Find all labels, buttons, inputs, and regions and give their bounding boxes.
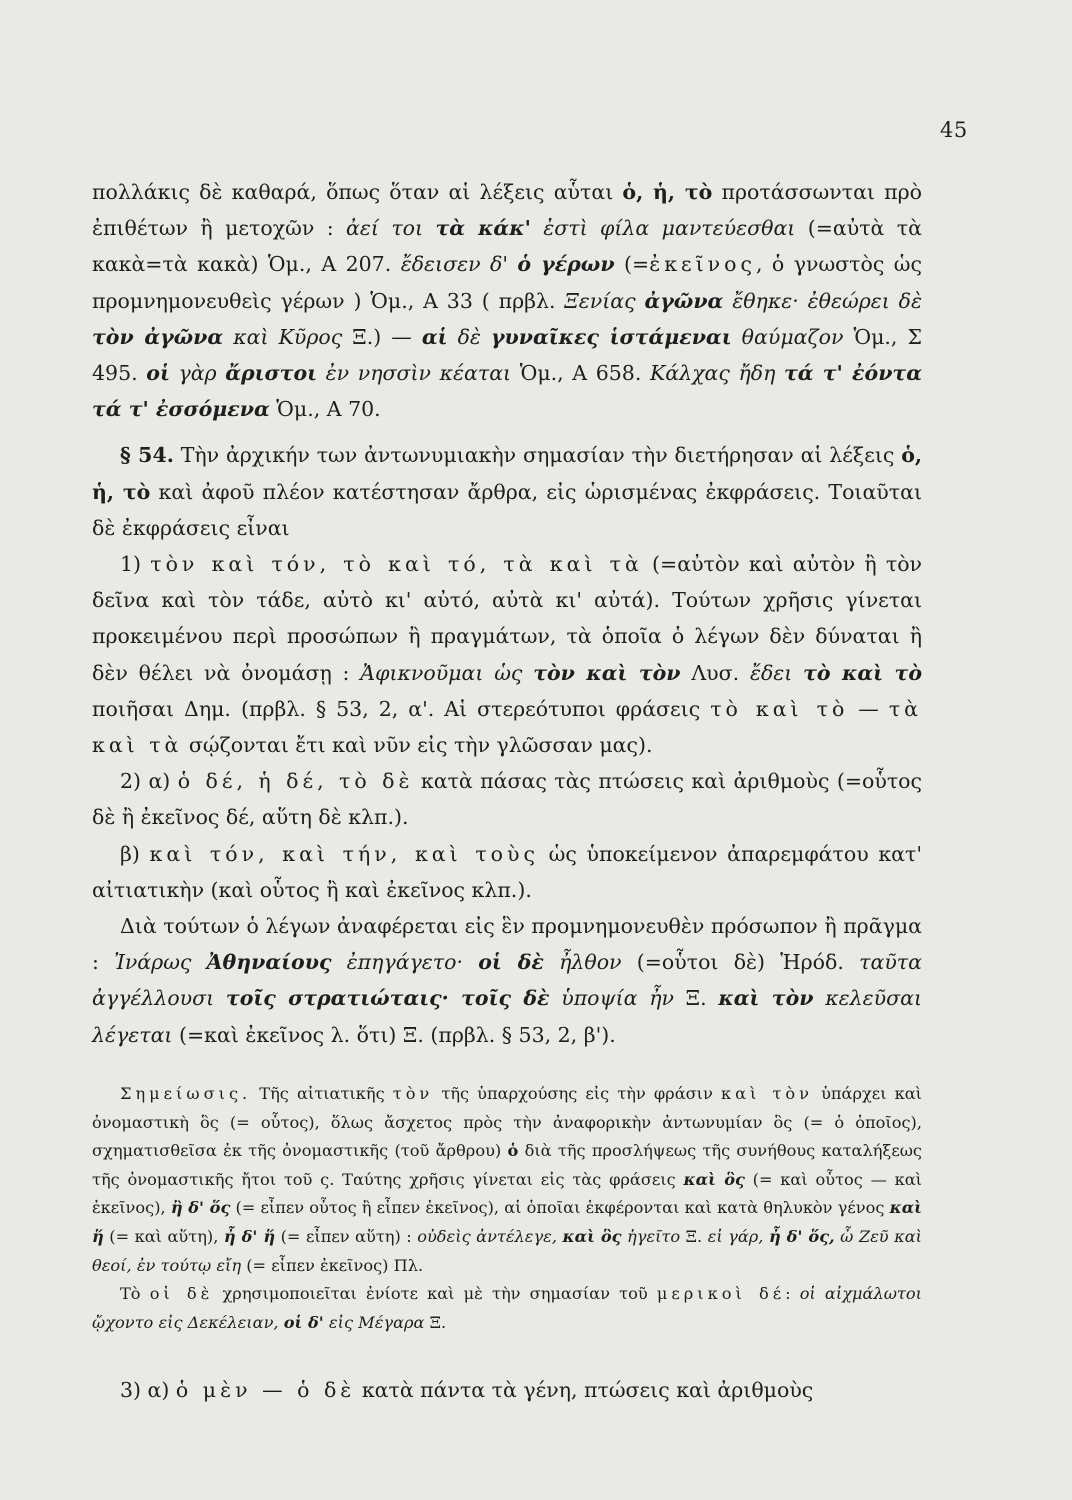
list-item-2a	[92, 763, 922, 835]
text-run: (=	[614, 252, 650, 277]
quote: οὐδεὶς ἀντέλεγε,	[417, 1226, 563, 1246]
text-run: Τὴν ἀρχικήν των ἀντωνυμιακὴν σημασίαν τὴν διετήρησαν αἱ λέξεις	[173, 443, 902, 468]
text-run: β)	[120, 841, 150, 866]
quote: Κάλχας ἤδη	[649, 361, 784, 386]
spaced-term: μερικοὶ δέ	[656, 1284, 786, 1304]
main-text	[92, 174, 922, 1053]
text-run: κατὰ πάσας τὰς πτώσεις καὶ ἀριθμοὺς (=οὗτος δὲ ἢ ἐκεῖνος δέ, αὕτη δὲ κλπ.).	[92, 769, 922, 830]
quote: εἰς Μέγαρα	[323, 1312, 425, 1332]
text-run: 1)	[120, 552, 151, 577]
bold-term: τὰ κάκ'	[435, 216, 531, 241]
text-run: (=αὐτὰ τὰ κακὰ=τὰ κακὰ) Ὁμ., Α 207.	[92, 216, 922, 277]
spaced-term: τὸ καὶ τὸ	[710, 696, 849, 721]
spaced-term: ἐκεῖνος	[649, 252, 756, 277]
text-run: (=καὶ ἐκεῖνος λ. ὅτι) Ξ. (πρβλ. § 53, 2, β').	[172, 1022, 616, 1047]
bold-term: τὸ καὶ τὸ	[803, 660, 922, 685]
quote: θαύμαζον	[731, 324, 844, 349]
text-run: (= εἶπεν οὗτος ἢ εἶπεν ἐκεῖνος), αἱ ὁποῖαι ἐκφέρονται καὶ κατὰ θηλυκὸν γένος	[230, 1198, 890, 1218]
text-run: (=οὗτοι δὲ) Ἡρόδ.	[621, 950, 860, 975]
bold-term: ἦ δ' ὅς,	[768, 1226, 835, 1246]
bold-term: τὸν καὶ τὸν	[533, 660, 681, 685]
quote: οἱ αἰχμάλωτοι ᾤχοντο εἰς Δεκέλειαν,	[92, 1284, 922, 1332]
quote: ὑποψία ἦν	[549, 986, 674, 1011]
quote: ἦλθον	[543, 950, 622, 975]
bold-term: οἱ	[146, 361, 170, 386]
list-item-3a	[92, 1372, 922, 1408]
section-marker: § 54.	[120, 443, 174, 468]
text-run: 2) α)	[120, 769, 178, 794]
text-run: τῆς ὑπαρχούσης εἰς τὴν φράσιν	[433, 1084, 721, 1103]
list-item-1	[92, 546, 922, 763]
text-run: Διὰ τούτων ὁ λέγων ἀναφέρεται εἰς ἓν προμνημονευθὲν πρόσωπον ἢ πρᾶγμα :	[92, 914, 922, 975]
spaced-term: ὁ μὲν — ὁ δὲ	[175, 1378, 356, 1402]
text-run: διὰ τῆς προσλήψεως τῆς συνήθους καταλήξεως τῆς ὀνομαστικῆς ἤτοι τοῦ ς. Ταύτης χρῆσις γίνεται εἰς τὰς φράσεις	[92, 1141, 922, 1189]
text-run: ὡς ὑποκείμενον ἀπαρεμφάτου κατ' αἰτιατικὴν (καὶ οὗτος ἢ καὶ ἐκεῖνος κλπ.).	[92, 841, 922, 902]
text-run: 3) α)	[120, 1378, 176, 1402]
bold-term: οἱ δ'	[283, 1312, 324, 1332]
section-54	[92, 437, 922, 546]
quote: ἀεί τοι	[346, 216, 436, 241]
quote: κελεῦσαι λέγεται	[92, 986, 922, 1047]
quote: γὰρ	[169, 361, 226, 386]
text-run: Ξ.) —	[342, 324, 422, 349]
quote: ἔδεισεν δ'	[400, 252, 518, 277]
spaced-term: τὸν	[392, 1084, 434, 1103]
text-run: :	[785, 1284, 800, 1304]
paragraph	[92, 908, 922, 1053]
text-run: (= εἶπεν αὕτη) :	[275, 1226, 418, 1246]
text-run: ποιῆσαι	[92, 696, 175, 721]
quote: ἐπηγάγετο·	[331, 950, 479, 975]
spaced-term: οἱ δὲ	[149, 1284, 214, 1304]
bold-term: αἱ	[421, 324, 448, 349]
text-run: Τὸ	[120, 1284, 150, 1304]
list-item-2b	[92, 836, 922, 908]
spaced-term: ὁ δέ, ἡ δέ, τὸ δὲ	[177, 769, 414, 794]
bold-term: ὁ, ἡ, τὸ	[622, 180, 713, 204]
text-run: πολλάκις δὲ καθαρά, ὅπως ὅταν αἱ λέξεις αὗται	[92, 180, 623, 204]
text-run: Ὁμ., Α 658.	[511, 361, 650, 386]
text-run: (=αὐτὸν καὶ αὐτὸν ἢ τὸν δεῖνα καὶ τὸν τάδε, αὐτὸ κι' αὐτό, αὐτὰ κι' αὐτά). Τούτων χρῆσις γίνεται προκειμένου περὶ προσώπων ἢ πραγμάτων, τὰ ὁποῖα ὁ λέγων δὲν δύναται ἢ δὲν θέλει νὰ ὀνομάσῃ :	[92, 552, 923, 685]
spaced-term: καὶ τόν, καὶ τήν, καὶ τοὺς	[149, 841, 539, 866]
bold-term: Ἀθηναίους	[206, 950, 332, 975]
bold-term: ἦ δ' ἥ	[223, 1226, 276, 1246]
quote: Ξενίας	[564, 288, 645, 313]
text-run: σῴζονται ἔτι καὶ νῦν εἰς τὴν γλῶσσαν μας).	[182, 733, 653, 758]
quote: καὶ Κῦρος	[223, 324, 343, 349]
bold-term: ὁ, ἡ, τὸ	[92, 443, 923, 504]
quote: ἐστὶ φίλα μαντεύεσθαι	[530, 216, 796, 241]
text-run: —	[848, 696, 889, 721]
bold-term: ὁ	[507, 1141, 519, 1161]
text-run: (= εἶπεν ἐκεῖνος) Πλ.	[241, 1255, 424, 1275]
note-label: Σημείωσις.	[120, 1084, 252, 1103]
text-run: , ὁ γνωστὸς ὡς προμνημονευθεὶς γέρων ) Ὁμ., Α 33 ( πρβλ.	[92, 252, 922, 313]
bold-term: τά τ' ἐόντα τά τ' ἐσσόμενα	[92, 361, 922, 422]
spaced-term: τὸν καὶ τόν, τὸ καὶ τό, τὰ καὶ τὰ	[150, 552, 643, 577]
page-number: 45	[940, 118, 968, 142]
spaced-term: καὶ τὸν	[720, 1084, 813, 1103]
text-run: κατὰ πάντα τὰ γένη, πτώσεις καὶ ἀριθμοὺς	[355, 1378, 814, 1402]
quote: ἡγεῖτο	[621, 1226, 681, 1246]
text-run: (= καὶ αὕτη),	[103, 1226, 224, 1246]
text-run: Δημ. (πρβλ. § 53, 2, α'. Αἱ στερεότυποι φράσεις	[174, 696, 711, 721]
spaced-term: τὰ καὶ τὰ	[92, 696, 923, 758]
quote: Ἀφικνοῦμαι ὡς	[360, 660, 534, 685]
bold-term: ἢ δ' ὅς	[170, 1198, 231, 1218]
quote: ὦ Ζεῦ καὶ θεοί, ἐν τούτῳ εἴη	[92, 1226, 923, 1275]
text-run: Ξ.	[673, 986, 719, 1011]
text-run: χρησιμοποιεῖται ἐνίοτε καὶ μὲ τὴν σημασίαν τοῦ	[213, 1284, 657, 1304]
bottom-text	[92, 1372, 922, 1408]
quote: ἔθηκε· ἐθεώρει δὲ	[723, 288, 922, 313]
bold-term: οἱ δὲ	[478, 950, 544, 975]
text-run: Λυσ.	[680, 660, 750, 685]
quote: ἐν νησσὶν κέαται	[317, 361, 512, 386]
bold-term: γυναῖκες ἱστάμεναι	[490, 324, 732, 349]
text-run: καὶ ἀφοῦ πλέον κατέστησαν ἄρθρα, εἰς ὡρισμένας ἐκφράσεις. Τοιαῦται δὲ ἐκφράσεις εἶναι	[92, 479, 922, 540]
text-run: προτάσσωνται πρὸ ἐπιθέτων ἢ μετοχῶν :	[92, 180, 922, 241]
text-run: ὑπάρχει καὶ ὀνομαστικὴ ὃς (= οὗτος), ὅλως ἄσχετος πρὸς τὴν ἀναφορικὴν ἀντωνυμίαν ὃς (= ὁ ὁποῖος), σχηματισθεῖσα ἐκ τῆς ὀνομαστικῆς (τοῦ ἄρθρου)	[92, 1084, 923, 1161]
paragraph	[92, 174, 922, 427]
bold-term: ὁ γέρων	[517, 252, 615, 277]
note-paragraph	[92, 1080, 922, 1280]
bold-term: ἀγῶνα	[644, 288, 724, 313]
bold-term: καὶ ὃς	[683, 1169, 745, 1189]
bold-term: καὶ τὸν	[718, 986, 814, 1011]
text-run: Ξ.	[424, 1312, 447, 1332]
text-run: Ξ.	[680, 1226, 708, 1246]
quote: Ἰνάρως	[114, 950, 207, 975]
text-run: Ὁμ., Σ 495.	[92, 324, 922, 386]
quote: ἔδει	[749, 660, 804, 685]
text-run: (= καὶ οὗτος — καὶ ἐκεῖνος),	[92, 1169, 922, 1218]
note-paragraph	[92, 1280, 922, 1337]
text-run: Τῆς αἰτιατικῆς	[251, 1084, 393, 1103]
text-run: Ὁμ., Α 70.	[269, 397, 381, 422]
note-block	[92, 1080, 922, 1337]
bold-term: καὶ ὃς	[562, 1226, 622, 1246]
bold-term: τοῖς στρατιώταις· τοῖς δὲ	[225, 986, 550, 1011]
quote: δὲ	[447, 324, 491, 349]
quote: εἰ γάρ,	[707, 1226, 769, 1246]
quote: ταῦτα ἀγγέλλουσι	[92, 950, 922, 1011]
bold-term: τὸν ἀγῶνα	[92, 324, 224, 349]
bold-term: ἄριστοι	[225, 361, 318, 386]
bold-term: καὶ ἥ	[92, 1198, 922, 1246]
